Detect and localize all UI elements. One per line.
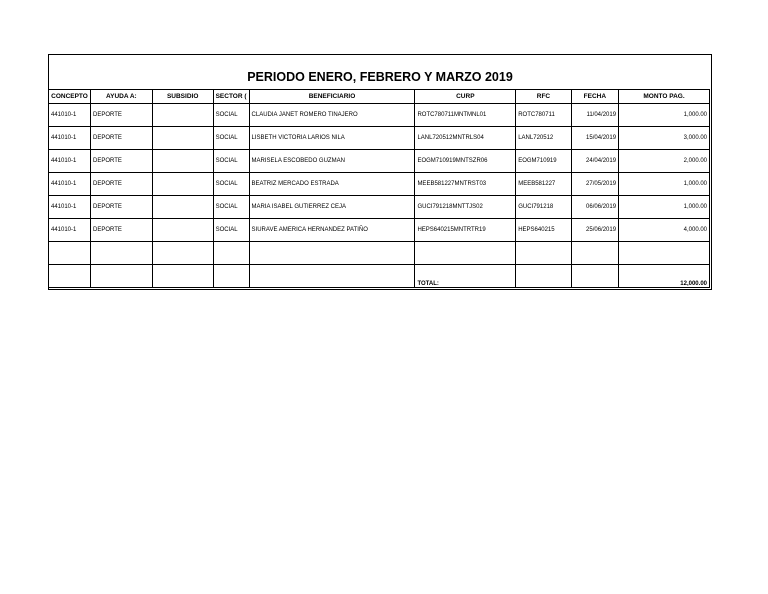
report-sheet (48, 54, 712, 290)
column-header: CONCEPTO (49, 90, 91, 104)
total-value: 12,000.00 (619, 265, 710, 288)
ayuda-cell: DEPORTE (90, 104, 152, 127)
monto-cell: 4,000.00 (619, 219, 710, 242)
sector-cell: SOCIAL (213, 173, 249, 196)
beneficiario-cell: SIURAVE AMERICA HERNANDEZ PATIÑO (249, 219, 415, 242)
ayuda-cell: DEPORTE (90, 219, 152, 242)
subsidio-cell (152, 150, 213, 173)
beneficiario-cell: CLAUDIA JANET ROMERO TINAJERO (249, 104, 415, 127)
rfc-cell: MEEB581227 (516, 173, 571, 196)
report-title: PERIODO ENERO, FEBRERO Y MARZO 2019 (247, 70, 513, 84)
beneficiario-cell: MARIA ISABEL GUTIERREZ CEJA (249, 196, 415, 219)
subsidio-cell (152, 104, 213, 127)
fecha-cell: 06/06/2019 (571, 196, 618, 219)
monto-cell: 1,000.00 (619, 196, 710, 219)
curp-cell: EOGM710919MNTSZR06 (415, 150, 516, 173)
table-row (49, 196, 710, 219)
monto-cell: 2,000.00 (619, 150, 710, 173)
fecha-cell: 11/04/2019 (571, 104, 618, 127)
column-header: BENEFICIARIO (249, 90, 415, 104)
column-header: AYUDA A: (90, 90, 152, 104)
monto-cell: 1,000.00 (619, 104, 710, 127)
sector-cell: SOCIAL (213, 104, 249, 127)
beneficiaries-table (48, 89, 710, 288)
monto-cell: 1,000.00 (619, 173, 710, 196)
total-row (49, 265, 710, 288)
sector-cell: SOCIAL (213, 219, 249, 242)
table-row (49, 173, 710, 196)
concepto-cell: 441010-1 (49, 219, 91, 242)
curp-cell: ROTC780711MNTMNL01 (415, 104, 516, 127)
empty-row (49, 242, 710, 265)
subsidio-cell (152, 127, 213, 150)
ayuda-cell: DEPORTE (90, 150, 152, 173)
fecha-cell: 27/05/2019 (571, 173, 618, 196)
rfc-cell: HEPS640215 (516, 219, 571, 242)
curp-cell: GUCI791218MNTTJS02 (415, 196, 516, 219)
concepto-cell: 441010-1 (49, 104, 91, 127)
subsidio-cell (152, 219, 213, 242)
beneficiario-cell: LISBETH VICTORIA LARIOS NILA (249, 127, 415, 150)
column-header: SECTOR ( (213, 90, 249, 104)
concepto-cell: 441010-1 (49, 196, 91, 219)
monto-cell: 3,000.00 (619, 127, 710, 150)
fecha-cell: 25/06/2019 (571, 219, 618, 242)
rfc-cell: EOGM710919 (516, 150, 571, 173)
beneficiario-cell: BEATRIZ MERCADO ESTRADA (249, 173, 415, 196)
rfc-cell: GUCI791218 (516, 196, 571, 219)
column-header: MONTO PAG. (619, 90, 710, 104)
concepto-cell: 441010-1 (49, 173, 91, 196)
curp-cell: HEPS640215MNTRTR19 (415, 219, 516, 242)
table-row (49, 104, 710, 127)
curp-cell: MEEB581227MNTRST03 (415, 173, 516, 196)
fecha-cell: 15/04/2019 (571, 127, 618, 150)
column-header: FECHA (571, 90, 618, 104)
curp-cell: LANL720512MNTRLS04 (415, 127, 516, 150)
table-row (49, 219, 710, 242)
fecha-cell: 24/04/2019 (571, 150, 618, 173)
table-header-row (49, 90, 710, 104)
column-header: RFC (516, 90, 571, 104)
sector-cell: SOCIAL (213, 150, 249, 173)
subsidio-cell (152, 173, 213, 196)
sector-cell: SOCIAL (213, 196, 249, 219)
beneficiario-cell: MARISELA ESCOBEDO GUZMAN (249, 150, 415, 173)
ayuda-cell: DEPORTE (90, 196, 152, 219)
ayuda-cell: DEPORTE (90, 127, 152, 150)
concepto-cell: 441010-1 (49, 150, 91, 173)
column-header: CURP (415, 90, 516, 104)
rfc-cell: LANL720512 (516, 127, 571, 150)
concepto-cell: 441010-1 (49, 127, 91, 150)
total-label: TOTAL: (415, 265, 516, 288)
table-row (49, 150, 710, 173)
ayuda-cell: DEPORTE (90, 173, 152, 196)
table-row (49, 127, 710, 150)
subsidio-cell (152, 196, 213, 219)
rfc-cell: ROTC780711 (516, 104, 571, 127)
column-header: SUBSIDIO (152, 90, 213, 104)
sector-cell: SOCIAL (213, 127, 249, 150)
